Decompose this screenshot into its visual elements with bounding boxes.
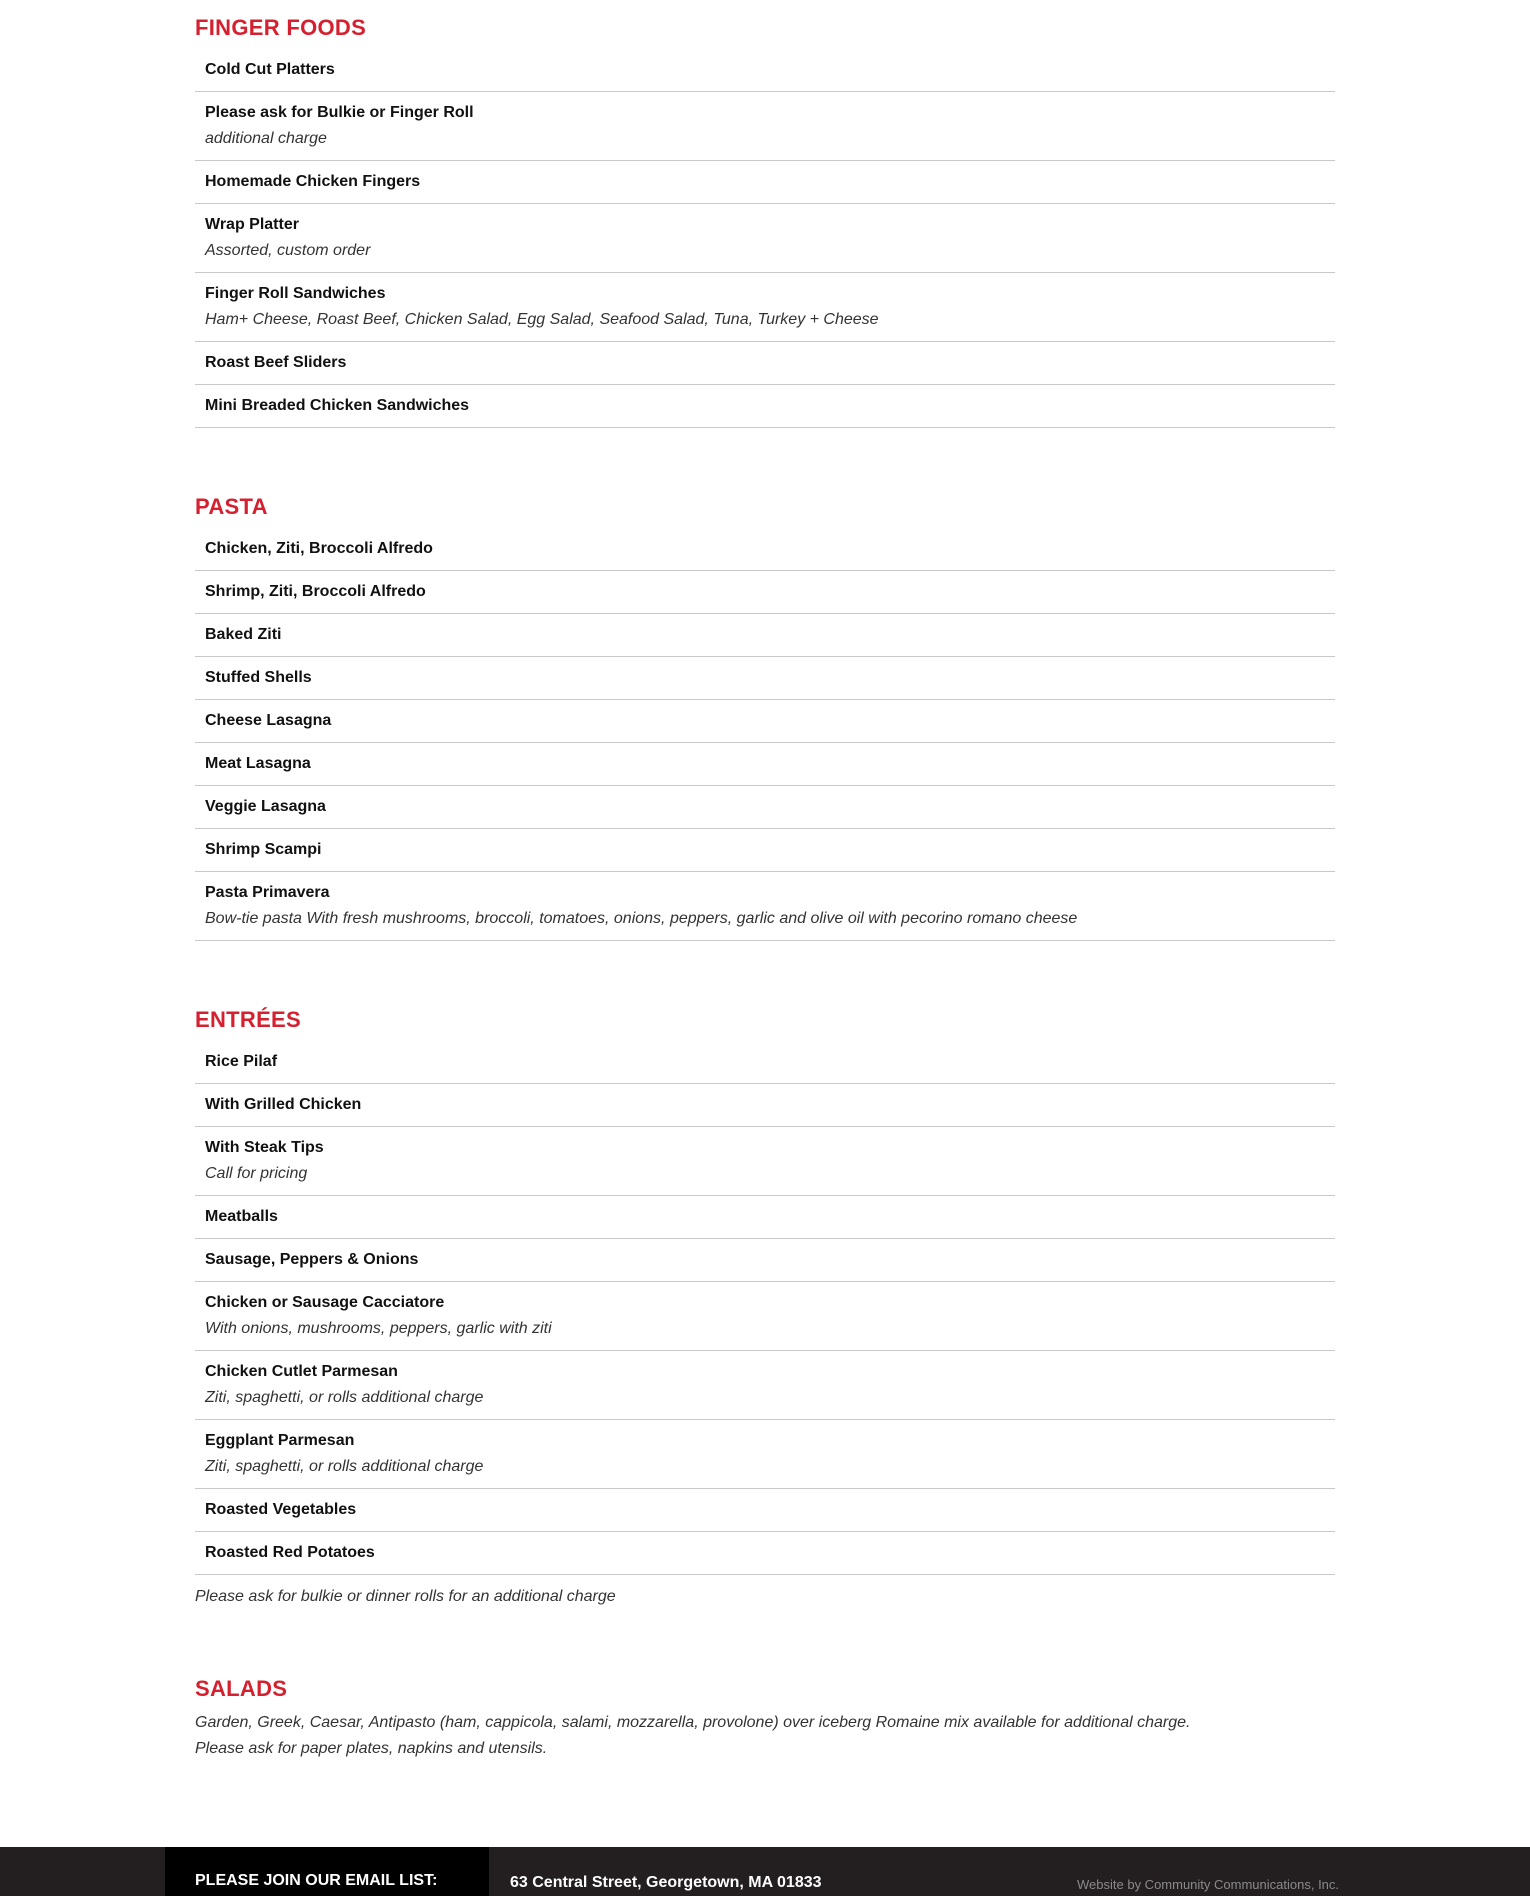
menu-item-description: Call for pricing [205,1165,308,1182]
footer-credit-link[interactable]: Website by Community Communications, Inc. [1077,1877,1340,1892]
menu-item-description: Ziti, spaghetti, or rolls additional charge [205,1458,484,1475]
menu-item-name: Chicken, Ziti, Broccoli Alfredo [205,540,433,557]
menu-item [195,204,1335,273]
menu-item-name: Cold Cut Platters [205,61,335,78]
section-title-finger-foods: FINGER FOODS [195,15,367,40]
menu-item-name: With Steak Tips [205,1139,324,1156]
menu-item-name: Cheese Lasagna [205,712,332,729]
menu-content [195,0,1335,1762]
menu-item-name: Shrimp, Ziti, Broccoli Alfredo [205,583,426,600]
salads-description: Garden, Greek, Caesar, Antipasto (ham, cappicola, salami, mozzarella, provolone) over iceberg Romaine mix available for additional charge. [195,1714,1191,1731]
section-salads [195,1675,1335,1762]
menu-item-name: Roast Beef Sliders [205,354,347,371]
section-entrees [195,1006,1335,1610]
menu-item-name: Stuffed Shells [205,669,312,686]
menu-item [195,614,1335,657]
menu-item-name: Please ask for Bulkie or Finger Roll [205,104,474,121]
menu-item [195,1532,1335,1575]
section-gap [195,941,1335,992]
menu-item [195,273,1335,342]
menu-item [195,49,1335,92]
menu-item-name: Baked Ziti [205,626,282,643]
menu-item [195,1282,1335,1351]
menu-item-description: additional charge [205,130,327,147]
salads-utensils-note: Please ask for paper plates, napkins and utensils. [195,1740,548,1757]
section-gap [195,428,1335,479]
menu-item-description: Bow-tie pasta With fresh mushrooms, broccoli, tomatoes, onions, peppers, garlic and olive oil with pecorino romano cheese [205,910,1078,927]
menu-item-name: Meat Lasagna [205,755,311,772]
menu-item-name: Eggplant Parmesan [205,1432,355,1449]
menu-item-description: With onions, mushrooms, peppers, garlic with ziti [205,1320,552,1337]
menu-sections [195,14,1335,1610]
menu-item [195,657,1335,700]
email-signup-label: PLEASE JOIN OUR EMAIL LIST: [195,1872,438,1889]
menu-item [195,1420,1335,1489]
site-footer [0,1847,1530,1896]
menu-item [195,1489,1335,1532]
menu-item-name: Wrap Platter [205,216,299,233]
menu-item [195,1041,1335,1084]
menu-item-description: Ham+ Cheese, Roast Beef, Chicken Salad, Egg Salad, Seafood Salad, Tuna, Turkey + Cheese [205,311,879,328]
menu-item-name: Veggie Lasagna [205,798,326,815]
menu-item [195,1084,1335,1127]
section-note: Please ask for bulkie or dinner rolls for an additional charge [195,1588,616,1605]
menu-item-name: Finger Roll Sandwiches [205,285,386,302]
menu-item-name: Rice Pilaf [205,1053,278,1070]
section-finger-foods [195,14,1335,428]
menu-item [195,92,1335,161]
menu-item-name: Shrimp Scampi [205,841,322,858]
menu-item-name: Homemade Chicken Fingers [205,173,421,190]
menu-item [195,528,1335,571]
menu-item [195,872,1335,941]
section-gap [195,1610,1335,1661]
menu-item [195,1196,1335,1239]
menu-item [195,743,1335,786]
menu-item [195,161,1335,204]
menu-item-name: Pasta Primavera [205,884,330,901]
menu-item [195,385,1335,428]
menu-item [195,786,1335,829]
menu-item [195,571,1335,614]
footer-address: 63 Central Street, Georgetown, MA 01833 [510,1874,822,1891]
menu-item-description: Ziti, spaghetti, or rolls additional charge [205,1389,484,1406]
menu-item-name: Meatballs [205,1208,278,1225]
menu-item-name: Chicken or Sausage Cacciatore [205,1294,445,1311]
email-signup-box[interactable] [165,1847,489,1896]
menu-item-name: Roasted Vegetables [205,1501,357,1518]
section-title-salads: SALADS [195,1676,288,1701]
menu-item-name: With Grilled Chicken [205,1096,362,1113]
menu-item [195,829,1335,872]
menu-item [195,342,1335,385]
menu-item-name: Chicken Cutlet Parmesan [205,1363,398,1380]
menu-item [195,1351,1335,1420]
section-title-pasta: PASTA [195,494,268,519]
section-pasta [195,493,1335,941]
menu-item-name: Roasted Red Potatoes [205,1544,375,1561]
menu-item-name: Mini Breaded Chicken Sandwiches [205,397,470,414]
menu-item [195,1127,1335,1196]
menu-item-description: Assorted, custom order [205,242,371,259]
section-title-entrees: ENTRÉES [195,1007,302,1032]
menu-item [195,700,1335,743]
menu-item-name: Sausage, Peppers & Onions [205,1251,419,1268]
menu-item [195,1239,1335,1282]
